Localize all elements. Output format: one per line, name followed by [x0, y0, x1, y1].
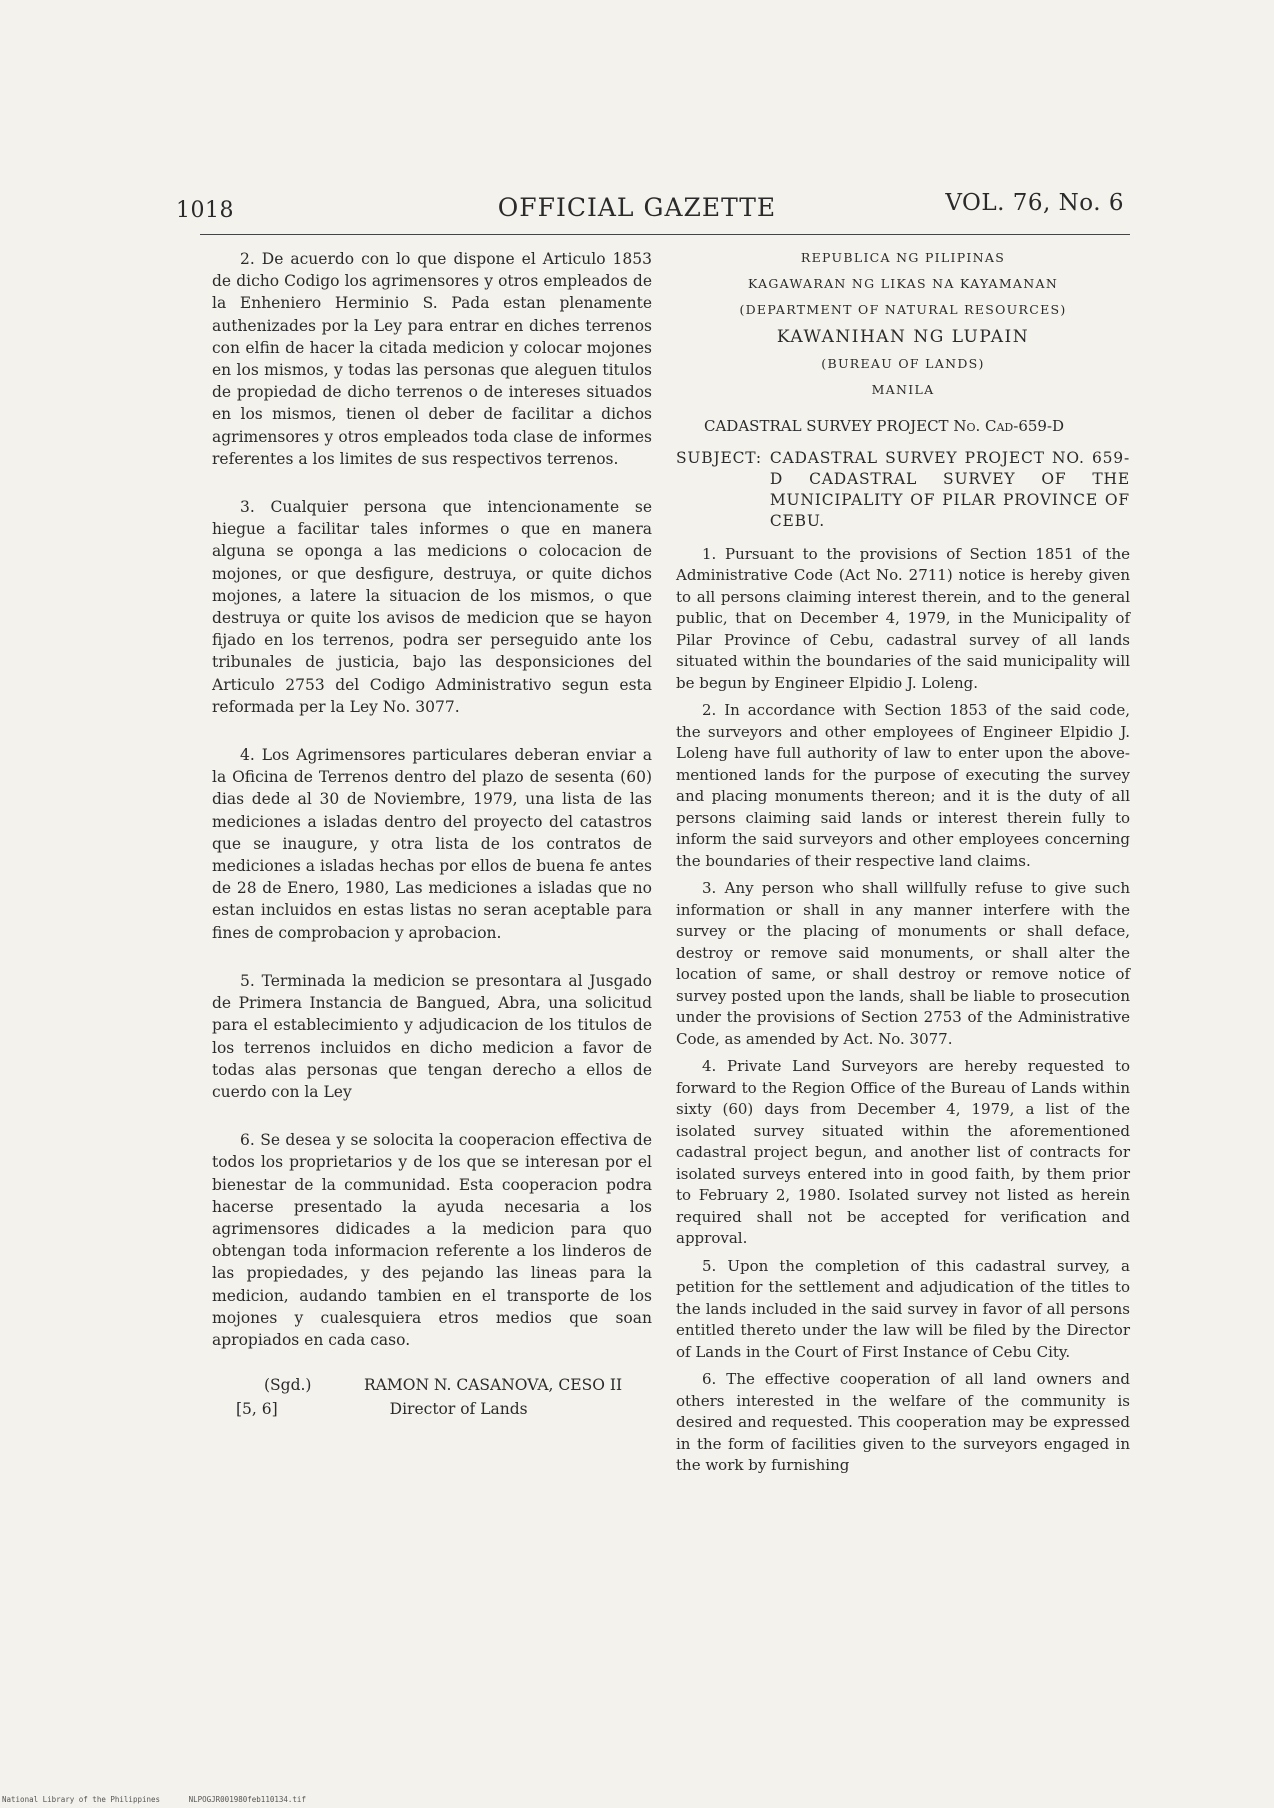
right-column [676, 248, 1130, 1483]
project-line: CADASTRAL SURVEY PROJECT No. Cad-659-D [704, 417, 1065, 435]
agency-line-3: (DEPARTMENT OF NATURAL RESOURCES) [739, 302, 1067, 317]
header-rule [200, 234, 1130, 235]
right-paragraph-1: 1. Pursuant to the provisions of Section 1851 of the Administrative Code (Act No. 2711) notice is hereby given to all persons claiming interest therein, and to the general public, that on December 4, 1979, in the Municipality of Pilar Province of Cebu, cadastral survey of all lands situated within the boundaries of the said municipality will be begun by Engineer Elpidio J. Loleng. [676, 544, 1130, 692]
scan-footer [2, 1795, 330, 1804]
left-column [212, 248, 652, 1421]
subject-label: SUBJECT: [676, 448, 762, 467]
left-paragraph-3: 3. Cualquier persona que intencionamente se hiegue a facilitar tales informes o que en manera alguna se oponga a las medicions o colocacion de mojones, or que desfigure, destruya, or quite dichos mojones, a latere la situacion de los mismos, o que destruya or quite los avisos de medicion que se hayon fijado en los terrenos, podra ser perseguido ante los tribunales de justicia, bajo las desponsiciones del Articulo 2753 del Codigo Administrativo segun esta reformada per la Ley No. 3077. [212, 498, 652, 716]
publication-title: OFFICIAL GAZETTE [497, 193, 777, 222]
right-paragraph-3: 3. Any person who shall willfully refuse to give such information or shall in any manner interfere with the survey or the placing of monuments or shall deface, destroy or remove said monuments, or shall alter the location of same, or shall destroy or remove notice of survey posted upon the lands, shall be liable to prosecution under the provisions of Section 2753 of the Administrative Code, as amended by Act. No. 3077. [676, 879, 1130, 1048]
left-paragraph-2: 2. De acuerdo con lo que dispone el Articulo 1853 de dicho Codigo los agrimensores y otros empleados de la Enheniero Herminio S. Pada estan plenamente authenizades por la Ley para entrar en diches terrenos con elfin de hacer la citada medicion y colocar mojones en los mismos, y todas las personas que aleguen titulos de propiedad de dicho terrenos o de intereses situados en los mismos, tienen ol deber de facilitar a dichos agrimensores y otros empleados toda clase de informes referentes a los limites de sus respectivos terrenos. [212, 250, 652, 468]
agency-block [676, 248, 1130, 400]
signatory-name: RAMON N. CASANOVA, CESO II [364, 1376, 623, 1395]
agency-line-5: (BUREAU OF LANDS) [821, 356, 985, 371]
right-paragraph-2: 2. In accordance with Section 1853 of the said code, the surveyors and other employees of Engineer Elpidio J. Loleng have full authority of law to enter upon the above-mentioned lands for the purpose of executing the survey and placing monuments thereon; and it is the duty of all persons claiming said lands or interest therein fully to inform the said surveyors and other employees concerning the boundaries of their respective land claims. [676, 701, 1130, 870]
right-paragraph-6: 6. The effective cooperation of all land owners and others interested in the welfare of the community is desired and requested. This cooperation may be expressed in the form of facilities given to the surveyors engaged in the work by furnishing [676, 1370, 1130, 1474]
agency-line-1: REPUBLICA NG PILIPINAS [800, 250, 1006, 265]
left-paragraph-4: 4. Los Agrimensores particulares deberan enviar a la Oficina de Terrenos dentro del plazo de sesenta (60) dias dede al 30 de Noviembre, 1979, una lista de las mediciones a isladas dentro del proyecto del catastros que se inaugure, y otra lista de los contratos de mediciones a isladas hechas por ellos de buena fe antes de 28 de Enero, 1980, Las mediciones a isladas que no estan incluidos en estas listas no seran aceptable para fines de comprobacion y aprobacion. [212, 746, 652, 942]
left-paragraph-5: 5. Terminada la medicion se presontara al Jusgado de Primera Instancia de Bangued, Abra, una solicitud para el establecimiento y adjudicacion de los titulos de los terrenos incluidos en dicho medicion a favor de todas alas personas que tengan derecho a ellos de cuerdo con la Ley [212, 971, 652, 1101]
subject-text: CADASTRAL SURVEY PROJECT NO. 659-D CADASTRAL SURVEY OF THE MUNICIPALITY OF PILAR PROVINCE OF CEBU. [769, 448, 1130, 530]
right-paragraph-5: 5. Upon the completion of this cadastral survey, a petition for the settlement and adjudication of the titles to the lands included in the said survey in favor of all persons entitled thereto under the law will be filed by the Director of Lands in the Court of First Instance of Cebu City. [676, 1256, 1130, 1361]
issue-reference: [5, 6] [236, 1400, 278, 1419]
agency-line-4: KAWANIHAN NG LUPAIN [776, 327, 1030, 347]
right-paragraph-4: 4. Private Land Surveyors are hereby requested to forward to the Region Office of the Bureau of Lands within sixty (60) days from December 4, 1979, a list of the isolated survey situated within the aforementioned cadastral project begun, and another list of contracts for isolated surveys entered into in good faith, by them prior to February 2, 1980. Isolated survey not listed as herein required shall not be accepted for verification and approval. [676, 1057, 1130, 1247]
volume-number: VOL. 76, No. 6 [945, 190, 1124, 216]
left-paragraph-6: 6. Se desea y se solocita la cooperacion effectiva de todos los proprietarios y de los que se interesan por el bienestar de la communidad. Esta cooperacion podra hacerse presentado la ayuda necesaria a los agrimensores didicades a la medicion para quo obtengan toda informacion referente a los linderos de las propiedades, y des pejando las lineas para la medicion, audando tambien en el transporte de los mojones y cualesquiera etros medios que soan apropiados en cada caso. [212, 1131, 652, 1349]
page-number: 1018 [176, 198, 234, 223]
footer-library: National Library of the Philippines [2, 1795, 161, 1804]
signature-block [212, 1373, 652, 1421]
agency-line-6: MANILA [871, 382, 935, 397]
agency-line-2: KAGAWARAN NG LIKAS NA KAYAMANAN [747, 276, 1059, 291]
signature-sgd: (Sgd.) [264, 1376, 312, 1395]
signatory-position: Director of Lands [389, 1400, 528, 1419]
subject-block [676, 448, 1130, 532]
footer-file: NLPOGJR001980feb110134.tif [188, 1795, 306, 1804]
